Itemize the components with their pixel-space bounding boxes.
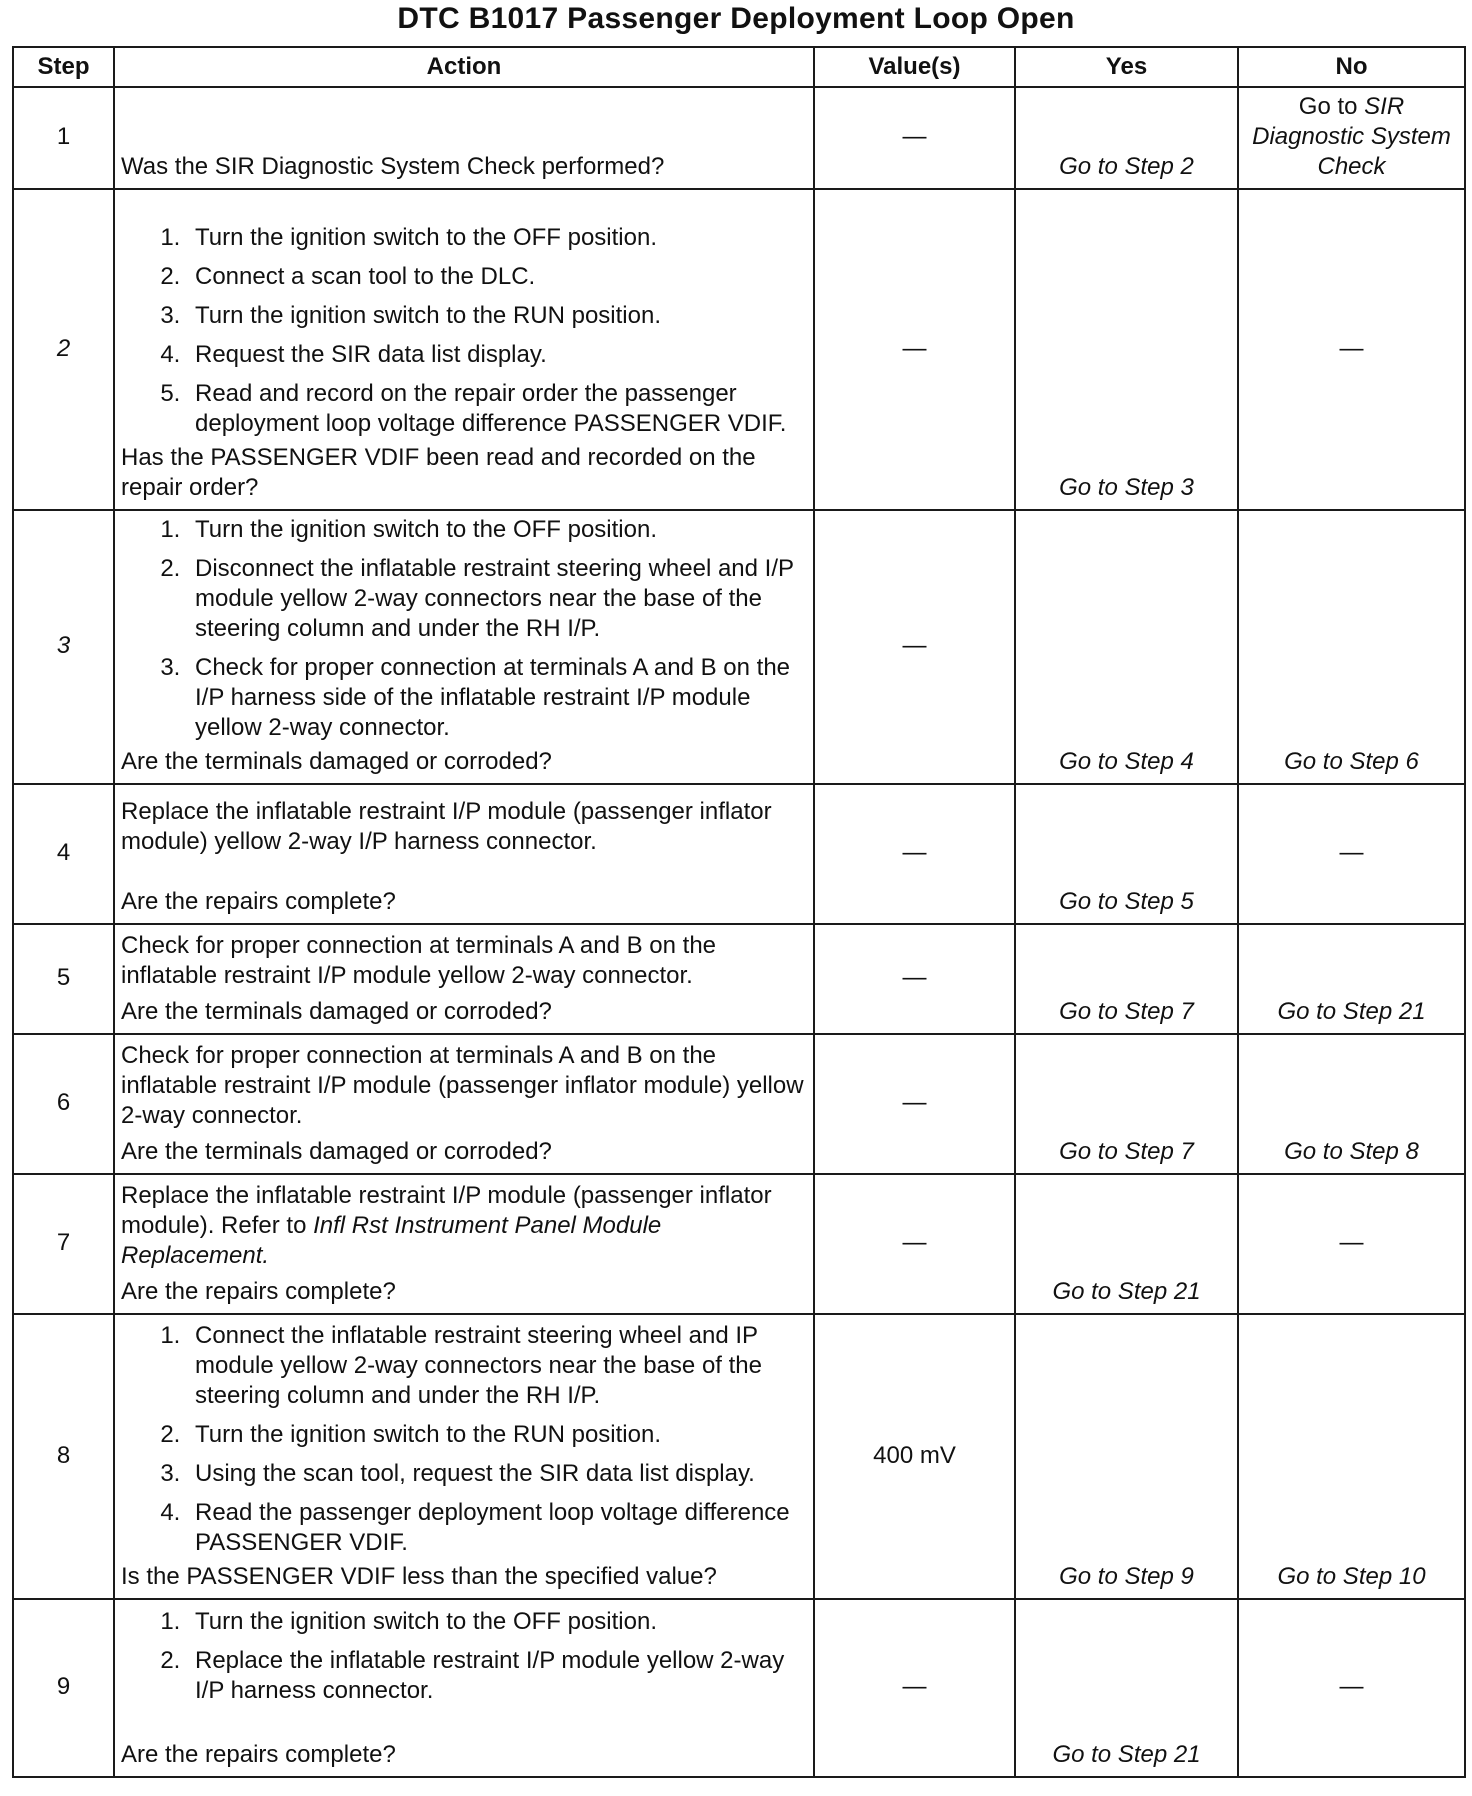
list-item: 2. Connect a scan tool to the DLC. [187, 262, 807, 292]
page-title: DTC B1017 Passenger Deployment Loop Open [397, 2, 1075, 35]
yes-cell: Go to Step 3 [1015, 189, 1238, 510]
list-item: 3. Using the scan tool, request the SIR data list display. [187, 1459, 807, 1489]
action-question: Was the SIR Diagnostic System Check performed? [121, 153, 665, 180]
no-cell: — [1238, 784, 1465, 924]
no-cell: Go to Step 21 [1238, 924, 1465, 1034]
action-question: Are the repairs complete? [121, 1278, 396, 1305]
no-cell: Go to Step 6 [1238, 510, 1465, 784]
no-cell: — [1238, 1599, 1465, 1777]
table-row-step-4 [13, 784, 1465, 924]
action-question: Are the repairs complete? [121, 888, 396, 915]
yes-cell: Go to Step 7 [1015, 1034, 1238, 1174]
action-question: Are the repairs complete? [121, 1741, 396, 1768]
diagnostic-table [12, 46, 1466, 1778]
action-steps-list [121, 1607, 807, 1706]
step-number: 2 [13, 189, 114, 510]
header-action: Action [114, 47, 814, 87]
action-reference: Infl Rst Instrument Panel Module Replacement. [121, 1212, 662, 1269]
yes-cell: Go to Step 2 [1015, 87, 1238, 189]
value-cell: — [814, 189, 1015, 510]
list-item: 1. Turn the ignition switch to the OFF position. [187, 1607, 807, 1637]
step-number: 7 [13, 1174, 114, 1314]
table-row-step-5 [13, 924, 1465, 1034]
list-item: 3. Turn the ignition switch to the RUN position. [187, 301, 807, 331]
action-steps-list [121, 223, 807, 439]
action-cell [114, 924, 814, 1034]
step-number: 8 [13, 1314, 114, 1599]
list-item: 2. Turn the ignition switch to the RUN position. [187, 1420, 807, 1450]
table-row-step-8 [13, 1314, 1465, 1599]
value-cell: — [814, 924, 1015, 1034]
action-cell [114, 1314, 814, 1599]
no-cell [1238, 87, 1465, 189]
value-cell: — [814, 1174, 1015, 1314]
action-text [121, 1181, 807, 1271]
action-cell [114, 1034, 814, 1174]
table-row-step-1 [13, 87, 1465, 189]
yes-cell: Go to Step 4 [1015, 510, 1238, 784]
step-number: 4 [13, 784, 114, 924]
no-cell: — [1238, 1174, 1465, 1314]
action-question: Are the terminals damaged or corroded? [121, 998, 552, 1025]
value-cell: — [814, 87, 1015, 189]
list-item: 4. Request the SIR data list display. [187, 340, 807, 370]
table-row-step-9 [13, 1599, 1465, 1777]
action-cell [114, 1174, 814, 1314]
action-question: Has the PASSENGER VDIF been read and recorded on the repair order? [121, 444, 756, 501]
yes-cell: Go to Step 21 [1015, 1599, 1238, 1777]
action-cell [114, 510, 814, 784]
header-step: Step [13, 47, 114, 87]
no-cell: Go to Step 8 [1238, 1034, 1465, 1174]
list-item: 2. Replace the inflatable restraint I/P module yellow 2-way I/P harness connector. [187, 1646, 807, 1706]
action-cell [114, 87, 814, 189]
action-cell [114, 1599, 814, 1777]
action-steps-list [121, 515, 807, 743]
list-item: 5. Read and record on the repair order the passenger deployment loop voltage difference PASSENGER VDIF. [187, 379, 807, 439]
action-text: Check for proper connection at terminals A and B on the inflatable restraint I/P module yellow 2-way connector. [121, 932, 717, 989]
step-number: 3 [13, 510, 114, 784]
action-text: Replace the inflatable restraint I/P module (passenger inflator module) yellow 2-way I/P harness connector. [121, 798, 772, 855]
action-text-prefix: Replace the inflatable restraint I/P module (passenger inflator module). Refer to [121, 1182, 772, 1239]
action-question: Is the PASSENGER VDIF less than the specified value? [121, 1563, 717, 1590]
table-row-step-3 [13, 510, 1465, 784]
no-cell: Go to Step 10 [1238, 1314, 1465, 1599]
list-item: 1. Turn the ignition switch to the OFF position. [187, 515, 807, 545]
table-row-step-2 [13, 189, 1465, 510]
header-values: Value(s) [814, 47, 1015, 87]
action-cell [114, 189, 814, 510]
step-number: 9 [13, 1599, 114, 1777]
no-prefix: Go to [1298, 93, 1358, 120]
header-row [13, 47, 1465, 87]
list-item: 2. Disconnect the inflatable restraint steering wheel and I/P module yellow 2-way connectors near the base of the steering column and under the RH I/P. [187, 554, 807, 644]
header-no: No [1238, 47, 1465, 87]
list-item: 1. Connect the inflatable restraint steering wheel and IP module yellow 2-way connectors near the base of the steering column and under the RH I/P. [187, 1321, 807, 1411]
no-cell: — [1238, 189, 1465, 510]
yes-cell: Go to Step 21 [1015, 1174, 1238, 1314]
action-cell [114, 784, 814, 924]
yes-cell: Go to Step 9 [1015, 1314, 1238, 1599]
action-steps-list [121, 1321, 807, 1558]
action-question: Are the terminals damaged or corroded? [121, 748, 552, 775]
header-yes: Yes [1015, 47, 1238, 87]
yes-cell: Go to Step 7 [1015, 924, 1238, 1034]
value-cell: — [814, 784, 1015, 924]
list-item: 1. Turn the ignition switch to the OFF position. [187, 223, 807, 253]
value-cell: — [814, 1599, 1015, 1777]
step-number: 1 [13, 87, 114, 189]
step-number: 6 [13, 1034, 114, 1174]
table-row-step-7 [13, 1174, 1465, 1314]
value-cell: — [814, 1034, 1015, 1174]
value-cell: 400 mV [814, 1314, 1015, 1599]
list-item: 3. Check for proper connection at terminals A and B on the I/P harness side of the inflatable restraint I/P module yellow 2-way connector. [187, 653, 807, 743]
no-reference: SIR Diagnostic System Check [1252, 93, 1451, 180]
list-item: 4. Read the passenger deployment loop voltage difference PASSENGER VDIF. [187, 1498, 807, 1558]
step-number: 5 [13, 924, 114, 1034]
action-question: Are the terminals damaged or corroded? [121, 1138, 552, 1165]
yes-cell: Go to Step 5 [1015, 784, 1238, 924]
action-text: Check for proper connection at terminals A and B on the inflatable restraint I/P module (passenger inflator module) yellow 2-way connector. [121, 1042, 804, 1129]
table-row-step-6 [13, 1034, 1465, 1174]
value-cell: — [814, 510, 1015, 784]
